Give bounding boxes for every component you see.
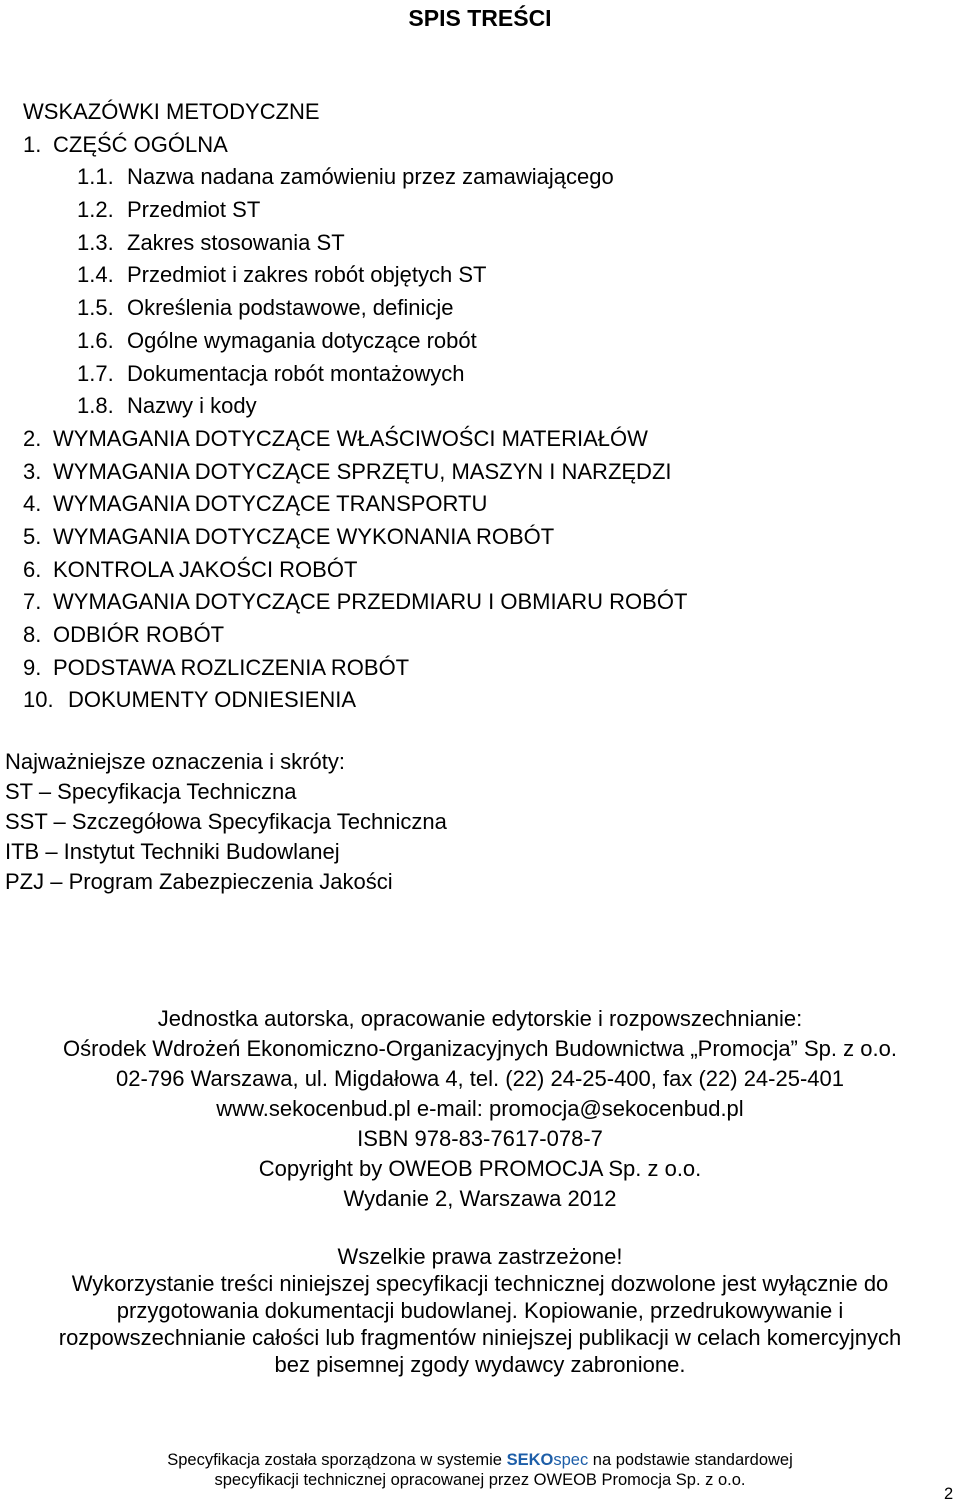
footer-line-1: [0, 1450, 960, 1470]
toc-item-label: WYMAGANIA DOTYCZĄCE TRANSPORTU: [53, 491, 488, 517]
rights-notice: [0, 1243, 960, 1378]
toc-item: [23, 325, 687, 358]
rights-line: bez pisemnej zgody wydawcy zabronione.: [274, 1352, 686, 1377]
toc-heading-label: WSKAZÓWKI METODYCZNE: [23, 99, 320, 124]
toc-item: [23, 554, 687, 587]
toc-item-label: Zakres stosowania ST: [127, 229, 345, 255]
toc-item: [23, 194, 687, 227]
toc-item-label: Nazwy i kody: [127, 393, 257, 419]
page-footer: [0, 1450, 960, 1490]
toc-item-number: 4.: [23, 491, 42, 517]
toc-item-label: ODBIÓR ROBÓT: [53, 622, 225, 647]
toc-item-number: 9.: [23, 654, 42, 680]
imprint-line: www.sekocenbud.pl e-mail: promocja@sekocenbud.pl: [216, 1096, 744, 1121]
toc-item: [23, 488, 687, 521]
abbreviation-line: ITB – Instytut Techniki Budowlanej: [5, 839, 340, 864]
toc-item-label: PODSTAWA ROZLICZENIA ROBÓT: [53, 654, 410, 680]
toc-item-number: 1.4.: [77, 262, 114, 288]
toc-item-number: 10.: [23, 687, 54, 713]
footer-text: na podstawie standardowej: [592, 1451, 793, 1469]
toc-item: [23, 521, 687, 554]
imprint-line: Copyright by OWEOB PROMOCJA Sp. z o.o.: [258, 1156, 702, 1181]
toc-item: [23, 423, 687, 456]
toc-item-label: WYMAGANIA DOTYCZĄCE SPRZĘTU, MASZYN I NARZĘDZI: [53, 458, 672, 484]
rights-line: przygotowania dokumentacji budowlanej. Kopiowanie, przedrukowywanie i: [116, 1298, 844, 1323]
toc-item-label: Określenia podstawowe, definicje: [127, 295, 454, 321]
footer-text: Specyfikacja została sporządzona w systemie: [167, 1451, 502, 1469]
toc-item-number: 6.: [23, 556, 42, 582]
table-of-contents: [23, 96, 687, 717]
toc-item-number: 5.: [23, 523, 42, 549]
abbreviation-line: PZJ – Program Zabezpieczenia Jakości: [5, 869, 393, 894]
imprint-line: Wydanie 2, Warszawa 2012: [343, 1186, 617, 1211]
toc-item-number: 7.: [23, 589, 42, 615]
imprint-line: 02-796 Warszawa, ul. Migdałowa 4, tel. (22) 24-25-400, fax (22) 24-25-401: [115, 1066, 844, 1091]
toc-item-label: WYMAGANIA DOTYCZĄCE PRZEDMIARU I OBMIARU ROBÓT: [53, 589, 688, 615]
toc-item: [23, 129, 687, 162]
toc-item-label: Nazwa nadana zamówieniu przez zamawiającego: [127, 164, 614, 190]
footer-line-2: specyfikacji technicznej opracowanej przez OWEOB Promocja Sp. z o.o.: [214, 1471, 746, 1489]
rights-line: Wykorzystanie treści niniejszej specyfikacji technicznej dozwolone jest wyłącznie do: [71, 1271, 889, 1296]
toc-item-number: 3.: [23, 458, 42, 484]
toc-item: [23, 684, 687, 717]
toc-item-label: WYMAGANIA DOTYCZĄCE WYKONANIA ROBÓT: [53, 523, 555, 549]
toc-item: [23, 292, 687, 325]
toc-item-label: WYMAGANIA DOTYCZĄCE WŁAŚCIWOŚCI MATERIAŁÓW: [53, 425, 648, 451]
imprint-line: Jednostka autorska, opracowanie edytorskie i rozpowszechnianie:: [157, 1006, 803, 1031]
toc-item: [23, 358, 687, 391]
page-title: SPIS TREŚCI: [408, 5, 552, 31]
toc-item: [23, 456, 687, 489]
sekospec-logo-part2: spec: [553, 1451, 589, 1469]
rights-line: rozpowszechnianie całości lub fragmentów niniejszej publikacji w celach komercyjnych: [58, 1325, 902, 1350]
toc-item: [23, 259, 687, 292]
sekospec-logo-part1: SEKO: [506, 1451, 554, 1469]
toc-item-number: 1.6.: [77, 327, 114, 353]
toc-item-label: Ogólne wymagania dotyczące robót: [127, 327, 477, 353]
toc-item: [23, 390, 687, 423]
abbreviations-section: [5, 747, 447, 897]
abbreviation-line: ST – Specyfikacja Techniczna: [5, 779, 297, 804]
toc-item-label: DOKUMENTY ODNIESIENIA: [68, 687, 357, 713]
toc-item-number: 1.5.: [77, 295, 114, 321]
sekospec-logo: [507, 1451, 589, 1469]
toc-item-number: 1.3.: [77, 229, 114, 255]
toc-item-number: 1.: [23, 131, 42, 157]
toc-item-number: 1.8.: [77, 393, 114, 419]
imprint-line: Ośrodek Wdrożeń Ekonomiczno-Organizacyjnych Budownictwa „Promocja” Sp. z o.o.: [63, 1036, 897, 1061]
toc-item: [23, 161, 687, 194]
toc-item-number: 8.: [23, 622, 42, 647]
rights-heading: Wszelkie prawa zastrzeżone!: [337, 1244, 623, 1269]
toc-item-label: Dokumentacja robót montażowych: [127, 360, 465, 386]
imprint-line: ISBN 978-83-7617-078-7: [357, 1126, 603, 1151]
toc-item: [23, 652, 687, 685]
abbreviation-line: SST – Szczegółowa Specyfikacja Techniczna: [5, 809, 447, 834]
toc-item-label: Przedmiot ST: [127, 197, 261, 223]
toc-item-label: CZĘŚĆ OGÓLNA: [53, 131, 228, 157]
toc-item: [23, 227, 687, 260]
toc-heading: [23, 96, 687, 129]
toc-item-label: Przedmiot i zakres robót objętych ST: [127, 262, 487, 288]
toc-item-number: 2.: [23, 425, 42, 451]
abbreviations-heading: Najważniejsze oznaczenia i skróty:: [5, 749, 345, 774]
toc-item-number: 1.2.: [77, 197, 114, 223]
page-number: 2: [944, 1485, 954, 1503]
toc-item-label: KONTROLA JAKOŚCI ROBÓT: [53, 556, 358, 582]
publisher-imprint: [0, 1004, 960, 1214]
toc-item-number: 1.7.: [77, 360, 114, 386]
toc-item: [23, 619, 687, 652]
toc-item: [23, 586, 687, 619]
toc-item-number: 1.1.: [77, 164, 114, 190]
